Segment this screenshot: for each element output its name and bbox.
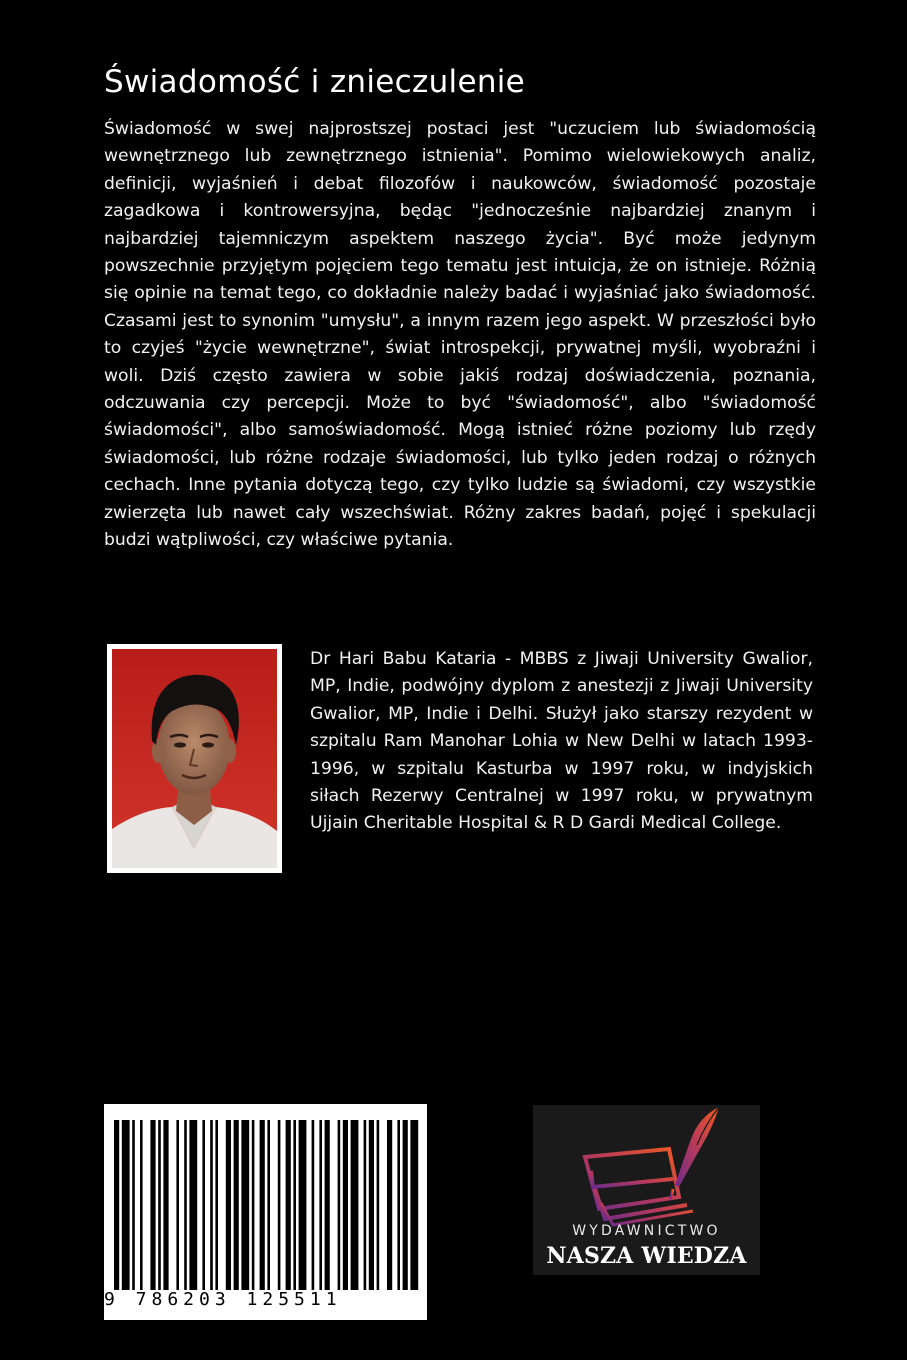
barcode-bar xyxy=(150,1120,155,1290)
barcode-bar xyxy=(114,1120,119,1290)
barcode-bar xyxy=(351,1120,359,1290)
isbn-barcode xyxy=(104,1104,427,1320)
barcode-bar xyxy=(215,1120,218,1290)
barcode-bar xyxy=(387,1120,392,1290)
barcode-bar xyxy=(210,1120,213,1290)
barcode-icon xyxy=(104,1104,427,1320)
barcode-bar xyxy=(325,1120,330,1290)
barcode-bar xyxy=(202,1120,205,1290)
publisher-top-line: WYDAWNICTWO xyxy=(572,1223,721,1239)
barcode-bar xyxy=(158,1120,161,1290)
barcode-bar xyxy=(189,1120,197,1290)
barcode-bar xyxy=(226,1120,231,1290)
barcode-bar xyxy=(377,1120,380,1290)
publisher-name: NASZA WIEDZA xyxy=(546,1243,747,1269)
barcode-bar xyxy=(140,1120,143,1290)
publisher-logo xyxy=(533,1105,760,1275)
barcode-bar xyxy=(132,1120,135,1290)
barcode-bar xyxy=(234,1120,239,1290)
isbn-digits: 9 786203 125511 xyxy=(104,1289,342,1310)
barcode-bar xyxy=(403,1120,408,1290)
barcode-bar xyxy=(278,1120,281,1290)
book-description: Świadomość w swej najprostszej postaci jest "uczuciem lub świadomością wewnętrznego lub zewnętrznego istnienia". Pomimo wielowiekowych analiz, definicji, wyjaśnień i debat filozofów i naukowców, świadomość pozostaje zagadkowa i kontrowersyjna, będąc "jednocześnie najbardziej znanym i najbardziej tajemniczym aspektem naszego życia". Być może jedynym powszechnie przyjętym pojęciem tego tematu jest intuicja, że on istnieje. Różnią się opinie na temat tego, co dokładnie należy badać i wyjaśniać jako świadomość. Czasami jest to synonim "umysłu", a innym razem jego aspekt. W przeszłości było to czyjeś "życie wewnętrzne", świat introspekcji, prywatnej myśli, wyobraźni i woli. Dziś często zawiera w sobie jakiś rodzaj doświadczenia, poznania, odczuwania czy percepcji. Może to być "świadomość", albo "świadomość świadomości", albo samoświadomość. Mogą istnieć różne poziomy lub rzędy świadomości, lub różne rodzaje świadomości, lub tylko jeden rodzaj o różnych cechach. Inne pytania dotyczą tego, czy tylko ludzie są świadomi, czy wszystkie zwierzęta lub nawet cały wszechświat. Różny zakres badań, pojęć i spekulacji budzi wątpliwości, czy właściwe pytania. xyxy=(104,119,816,551)
barcode-bar xyxy=(252,1120,255,1290)
barcode-bar xyxy=(267,1120,270,1290)
barcode-bar xyxy=(286,1120,291,1290)
book-title: Świadomość i znieczulenie xyxy=(104,64,526,100)
author-portrait-icon xyxy=(112,649,277,868)
barcode-bar xyxy=(397,1120,400,1290)
barcode-bar xyxy=(338,1120,341,1290)
barcode-bar xyxy=(369,1120,374,1290)
barcode-bar xyxy=(184,1120,187,1290)
author-photo xyxy=(107,644,282,873)
barcode-bar xyxy=(260,1120,265,1290)
barcode-bar xyxy=(364,1120,367,1290)
barcode-bar xyxy=(122,1120,130,1290)
barcode-bar xyxy=(176,1120,179,1290)
barcode-bar xyxy=(319,1120,322,1290)
barcode-bar xyxy=(312,1120,315,1290)
barcode-bar xyxy=(293,1120,296,1290)
barcode-bar xyxy=(299,1120,307,1290)
barcode-bar xyxy=(343,1120,348,1290)
barcode-bar xyxy=(241,1120,249,1290)
author-bio: Dr Hari Babu Kataria - MBBS z Jiwaji University Gwalior, MP, Indie, podwójny dyplom z anestezji z Jiwaji University Gwalior, MP, Indie i Delhi. Służył jako starszy rezydent w szpitalu Ram Manohar Lohia w New Delhi w latach 1993-1996, w szpitalu Kasturba w 1997 roku, w indyjskich siłach Rezerwy Centralnej w 1997 roku, w prywatnym Ujjain Cheritable Hospital & R D Gardi Medical College. xyxy=(310,649,813,834)
barcode-bar xyxy=(163,1120,168,1290)
barcode-bar xyxy=(410,1120,418,1290)
